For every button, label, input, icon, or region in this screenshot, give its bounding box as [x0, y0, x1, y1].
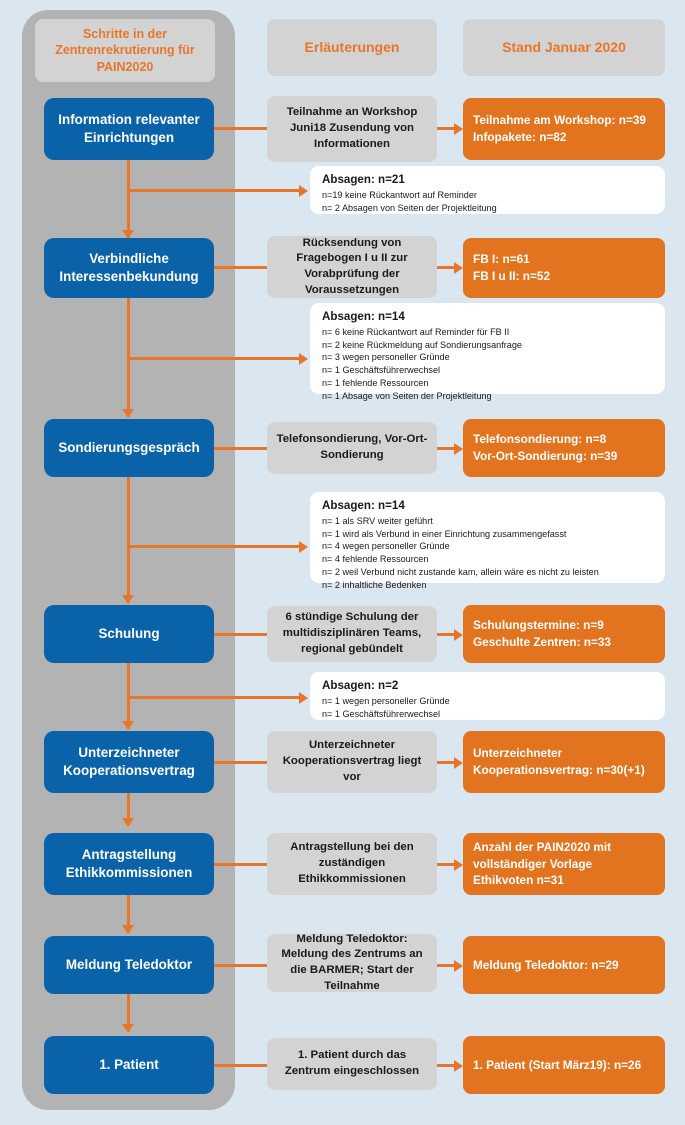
- arrow-right-icon-8: [454, 1060, 463, 1072]
- arrow-down-icon-2: [122, 409, 134, 418]
- step-box-1: Information relevanter Einrichtungen: [44, 98, 214, 160]
- arrow-right-icon-dropout-1: [299, 185, 308, 197]
- connector-step7-to-expl7: [214, 964, 267, 967]
- dropout-3-line-6: n= 2 inhaltliche Bedenken: [322, 580, 427, 591]
- step-box-3: Sondierungsgespräch: [44, 419, 214, 477]
- dropout-box-3: [310, 492, 665, 591]
- result-box-5: [463, 731, 665, 793]
- result-1-line-1: Teilnahme am Workshop: n=39: [473, 113, 646, 128]
- dropout-3-line-3: n= 4 wegen personeller Gründe: [322, 541, 450, 552]
- explanation-box-2: Rücksendung von Fragebogen I u II zur Vorabprüfung der Voraussetzungen: [267, 236, 437, 298]
- explanation-box-8: 1. Patient durch das Zentrum eingeschlossen: [267, 1038, 437, 1090]
- dropout-box-2: [310, 303, 665, 402]
- header-steps: Schritte in der Zentrenrekrutierung für PAIN2020: [35, 19, 215, 82]
- dropout-1-title: Absagen: n=21: [322, 173, 405, 186]
- result-box-8: [463, 1036, 665, 1094]
- dropout-4-line-1: n= 1 wegen personeller Gründe: [322, 695, 450, 706]
- arrow-right-icon-2: [454, 262, 463, 274]
- result-5-line-2: Kooperationsvertrag: n=30(+1): [473, 763, 645, 777]
- step-box-7: Meldung Teledoktor: [44, 936, 214, 994]
- connector-step4-to-expl4: [214, 633, 267, 636]
- dropout-2-line-1: n= 6 keine Rückantwort auf Reminder für FB II: [322, 326, 510, 337]
- arrow-down-icon-4: [122, 721, 134, 730]
- dropout-2-line-2: n= 2 keine Rückmeldung auf Sondierungsanfrage: [322, 339, 522, 350]
- result-5-line-1: Unterzeichneter: [473, 746, 563, 761]
- dropout-1-line-2: n= 2 Absagen von Seiten der Projektleitung: [322, 202, 497, 213]
- dropout-3-line-5: n= 2 weil Verbund nicht zustande kam, allein wäre es nicht zu leisten: [322, 567, 599, 578]
- header-explanations: Erläuterungen: [267, 19, 437, 76]
- explanation-box-5: Unterzeichneter Kooperationsvertrag liegt vor: [267, 731, 437, 793]
- dropout-3-line-2: n= 1 wird als Verbund in einer Einrichtung zusammengefasst: [322, 528, 567, 539]
- connector-branch-dropout-3: [127, 545, 301, 548]
- connector-step8-to-expl8: [214, 1064, 267, 1067]
- dropout-2-line-3: n= 3 wegen personeller Gründe: [322, 352, 450, 363]
- result-6-line-2: vollständiger Vorlage: [473, 856, 593, 871]
- connector-step5-to-expl5: [214, 761, 267, 764]
- dropout-1-line-1: n=19 keine Rückantwort auf Reminder: [322, 189, 477, 200]
- explanation-box-3: Telefonsondierung, Vor-Ort-Sondierung: [267, 422, 437, 474]
- result-box-1: [463, 98, 665, 160]
- result-4-line-1: Schulungstermine: n=9: [473, 618, 604, 633]
- dropout-box-4: [310, 672, 665, 720]
- arrow-right-icon-dropout-4: [299, 692, 308, 704]
- result-1-line-2: Infopakete: n=82: [473, 130, 567, 144]
- dropout-3-line-4: n= 4 fehlende Ressourcen: [322, 554, 429, 565]
- spine-1: [127, 160, 130, 238]
- arrow-right-icon-1: [454, 123, 463, 135]
- dropout-4-line-2: n= 1 Geschäftsführerwechsel: [322, 708, 441, 719]
- explanation-box-4: 6 stündige Schulung der multidisziplinären Teams, regional gebündelt: [267, 606, 437, 662]
- connector-branch-dropout-2: [127, 357, 301, 360]
- result-8-line-1: 1. Patient (Start März19): n=26: [473, 1057, 642, 1072]
- dropout-3-title: Absagen: n=14: [322, 499, 405, 512]
- arrow-down-icon-6: [122, 925, 134, 934]
- result-2-line-2: FB I u II: n=52: [473, 269, 551, 283]
- arrow-right-icon-dropout-2: [299, 353, 308, 365]
- dropout-2-line-6: n= 1 Absage von Seiten der Projektleitung: [322, 391, 492, 402]
- spine-3: [127, 477, 130, 603]
- explanation-box-1: Teilnahme an Workshop Juni18 Zusendung von Informationen: [267, 96, 437, 162]
- result-6-line-1: Anzahl der PAIN2020 mit: [473, 840, 612, 855]
- connector-step1-to-expl1: [214, 127, 267, 130]
- step-box-5: Unterzeichneter Kooperationsvertrag: [44, 731, 214, 793]
- arrow-right-icon-3: [454, 443, 463, 455]
- result-7-line-1: Meldung Teledoktor: n=29: [473, 957, 619, 972]
- result-box-3: [463, 419, 665, 477]
- arrow-down-icon-3: [122, 595, 134, 604]
- header-status: Stand Januar 2020: [463, 19, 665, 76]
- result-6-line-3: Ethikvoten n=31: [473, 873, 564, 888]
- result-3-line-1: Telefonsondierung: n=8: [473, 432, 607, 447]
- connector-step2-to-expl2: [214, 266, 267, 269]
- connector-step6-to-expl6: [214, 863, 267, 866]
- dropout-2-title: Absagen: n=14: [322, 310, 405, 323]
- arrow-right-icon-5: [454, 757, 463, 769]
- arrow-right-icon-4: [454, 629, 463, 641]
- step-box-6: Antragstellung Ethikkommissionen: [44, 833, 214, 895]
- result-3-line-2: Vor-Ort-Sondierung: n=39: [473, 449, 618, 463]
- arrow-right-icon-7: [454, 960, 463, 972]
- dropout-2-line-4: n= 1 Geschäftsführerwechsel: [322, 365, 441, 376]
- explanation-box-6: Antragstellung bei den zuständigen Ethikkommissionen: [267, 833, 437, 895]
- result-2-line-1: FB I: n=61: [473, 252, 530, 267]
- arrow-right-icon-6: [454, 859, 463, 871]
- connector-step3-to-expl3: [214, 447, 267, 450]
- dropout-box-1: [310, 166, 665, 214]
- dropout-3-line-1: n= 1 als SRV weiter geführt: [322, 515, 433, 526]
- result-box-7: [463, 936, 665, 994]
- step-box-8: 1. Patient: [44, 1036, 214, 1094]
- arrow-down-icon-5: [122, 818, 134, 827]
- arrow-down-icon-7: [122, 1024, 134, 1033]
- step-box-2: Verbindliche Interessenbekundung: [44, 238, 214, 298]
- connector-branch-dropout-4: [127, 696, 301, 699]
- arrow-right-icon-dropout-3: [299, 541, 308, 553]
- result-4-line-2: Geschulte Zentren: n=33: [473, 635, 611, 649]
- result-box-6: [463, 833, 665, 895]
- explanation-box-7: Meldung Teledoktor: Meldung des Zentrums an die BARMER; Start der Teilnahme: [267, 934, 437, 992]
- step-box-4: Schulung: [44, 605, 214, 663]
- result-box-4: [463, 605, 665, 663]
- dropout-2-line-5: n= 1 fehlende Ressourcen: [322, 378, 429, 389]
- dropout-4-title: Absagen: n=2: [322, 679, 399, 692]
- connector-branch-dropout-1: [127, 189, 301, 192]
- result-box-2: [463, 238, 665, 298]
